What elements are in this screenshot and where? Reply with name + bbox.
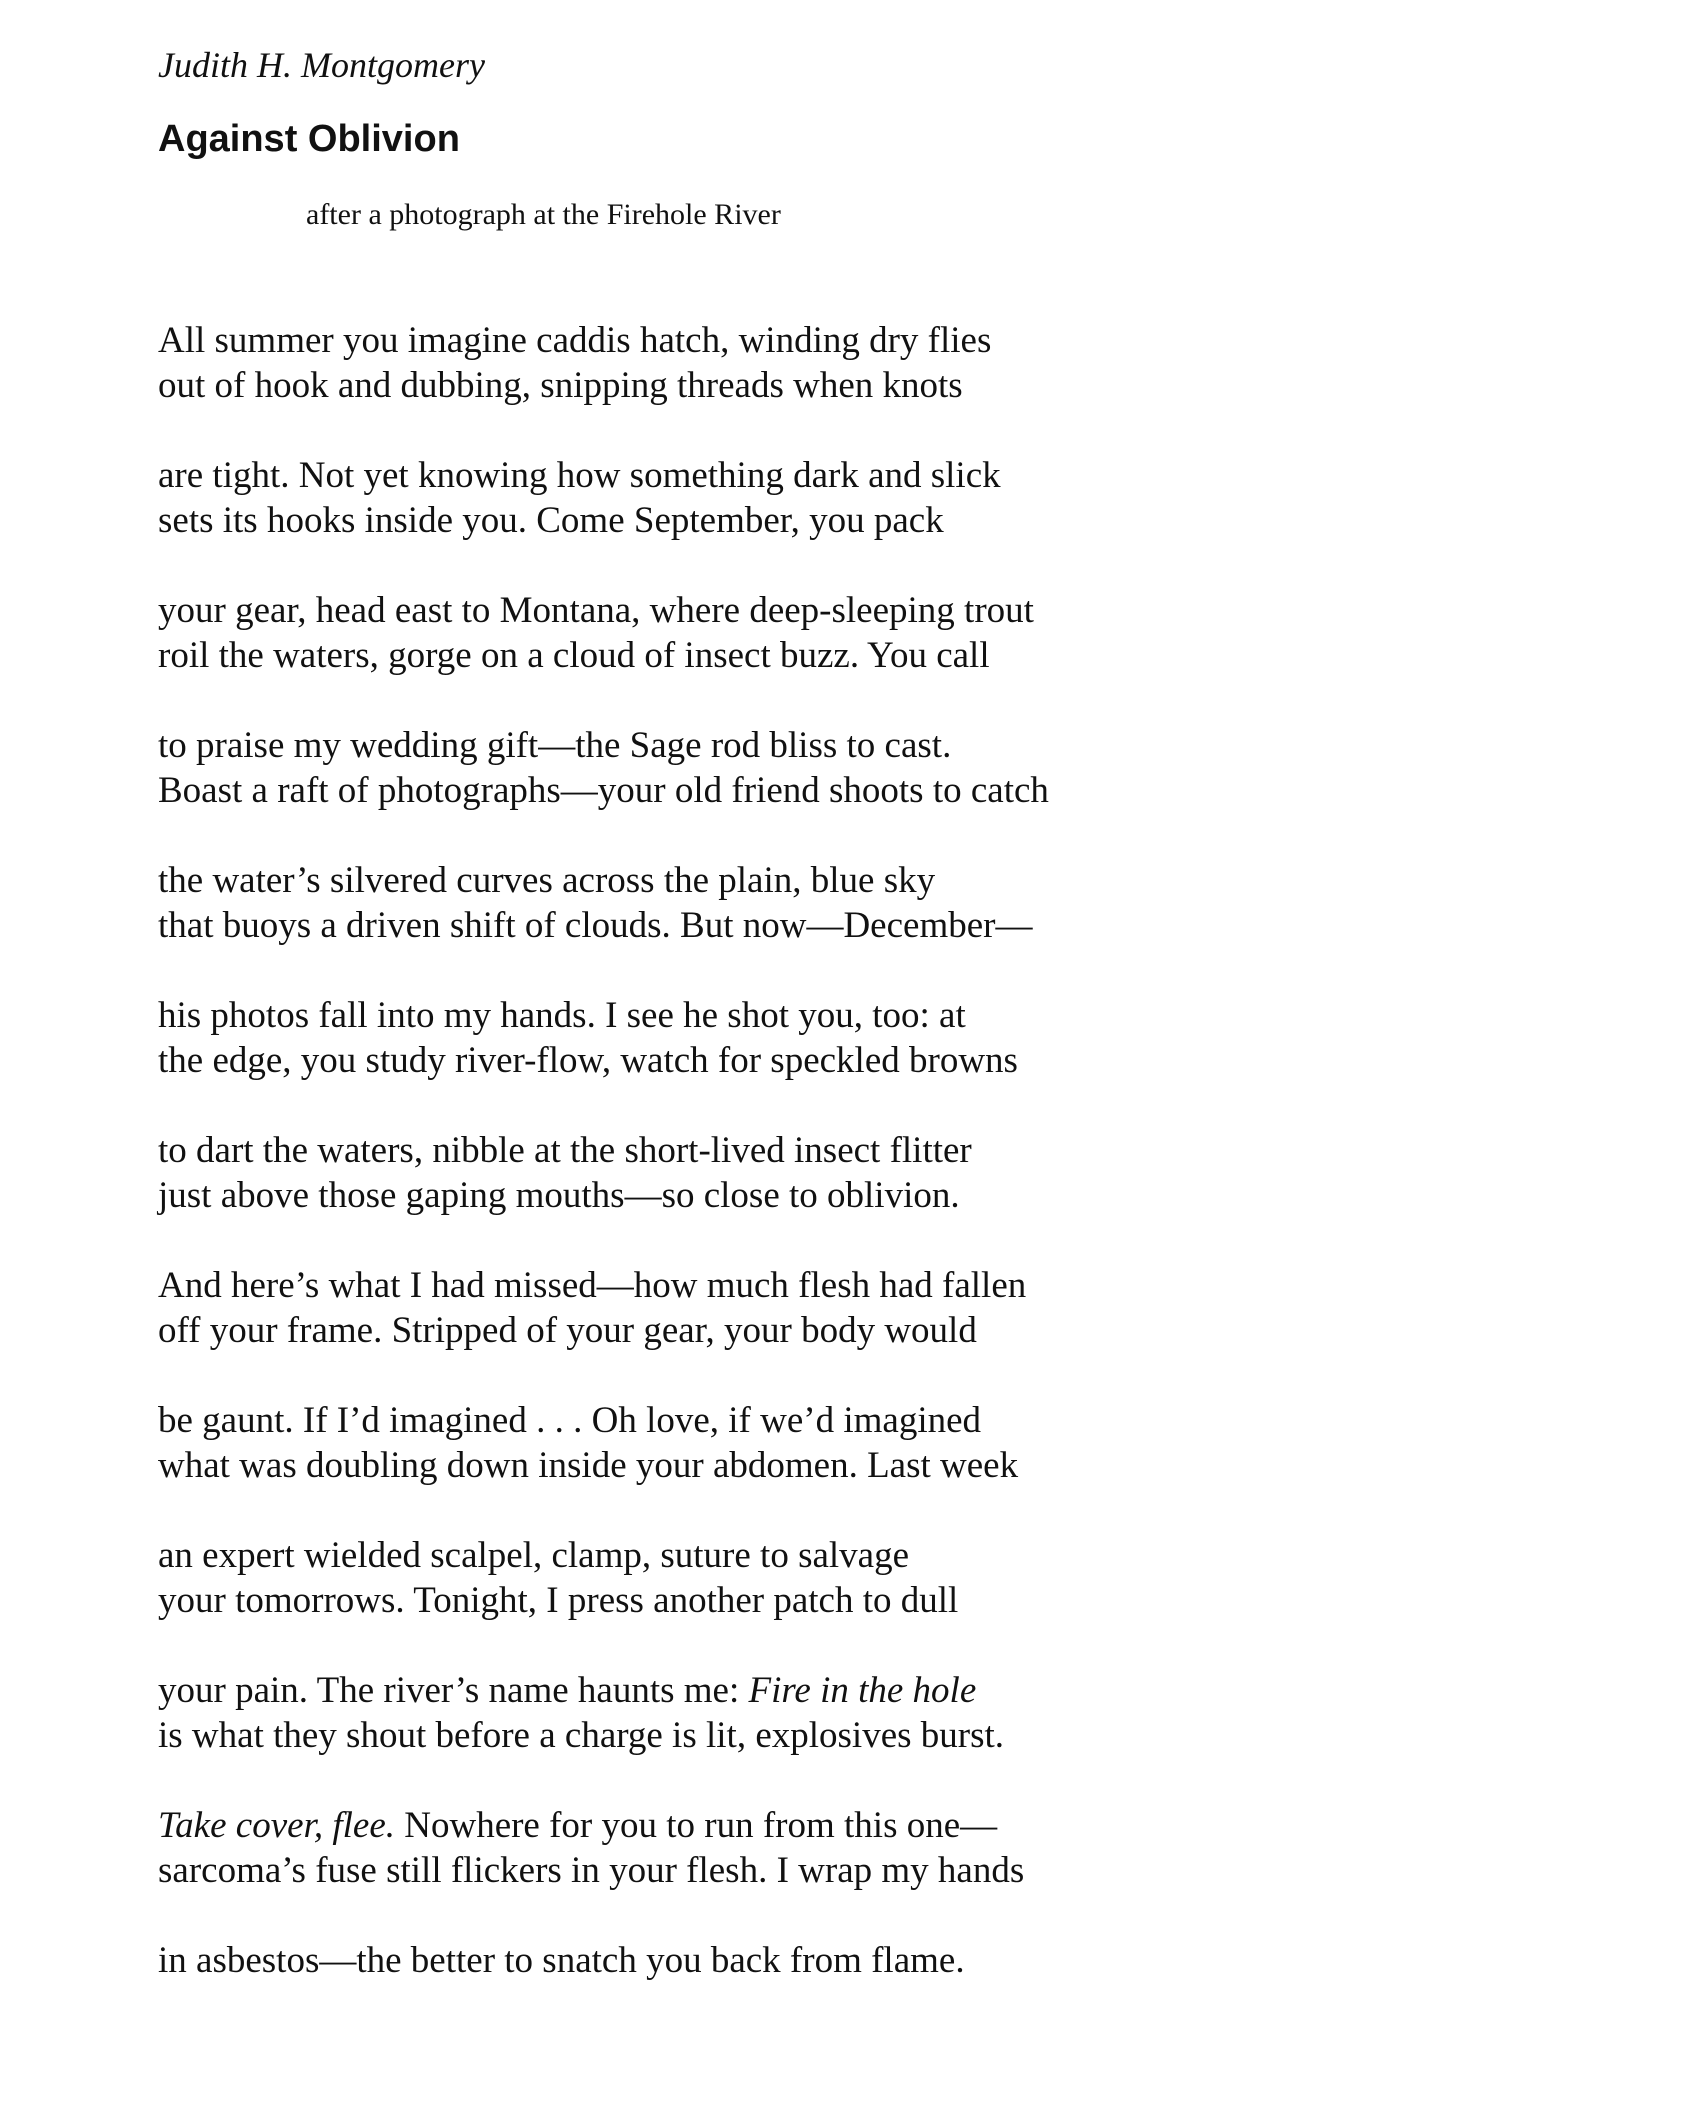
stanza [158,723,1049,813]
poem-line [158,1668,1049,1713]
poem-line: your tomorrows. Tonight, I press another patch to dull [158,1580,959,1621]
poem-line: an expert wielded scalpel, clamp, suture to salvage [158,1535,910,1576]
poem-line: And here’s what I had missed—how much flesh had fallen [158,1265,1027,1306]
stanza [158,1533,1049,1623]
italic-phrase: Fire in the hole [748,1670,977,1711]
poem-line: be gaunt. If I’d imagined . . . Oh love, if we’d imagined [158,1400,982,1441]
poem-line: are tight. Not yet knowing how something dark and slick [158,455,1001,496]
poem-line [158,1803,1049,1848]
stanza [158,1803,1049,1893]
stanza [158,1938,1049,1983]
poem-line: out of hook and dubbing, snipping threads when knots [158,365,963,406]
poem-line: All summer you imagine caddis hatch, winding dry flies [158,320,992,361]
stanza [158,1263,1049,1353]
stanza [158,588,1049,678]
poem-line: Boast a raft of photographs—your old friend shoots to catch [158,770,1049,811]
poem-line: your gear, head east to Montana, where deep-sleeping trout [158,590,1034,631]
stanza [158,453,1049,543]
poem-line: sarcoma’s fuse still flickers in your flesh. I wrap my hands [158,1850,1025,1891]
poem-line: is what they shout before a charge is lit, explosives burst. [158,1715,1005,1756]
stanza [158,1128,1049,1218]
poem-line: sets its hooks inside you. Come September, you pack [158,500,944,541]
poem-line: what was doubling down inside your abdomen. Last week [158,1445,1019,1486]
stanza [158,318,1049,408]
poem-line: roil the waters, gorge on a cloud of insect buzz. You call [158,635,990,676]
poem-body [158,318,1049,2028]
poem-line: the water’s silvered curves across the plain, blue sky [158,860,936,901]
stanza [158,1668,1049,1758]
poem-line: that buoys a driven shift of clouds. But now—December— [158,905,1033,946]
poem-title: Against Oblivion [158,118,460,160]
author-name: Judith H. Montgomery [158,45,485,85]
poem-line: to dart the waters, nibble at the short-lived insect flitter [158,1130,972,1171]
poem-line: his photos fall into my hands. I see he shot you, too: at [158,995,966,1036]
stanza [158,858,1049,948]
poem-line: the edge, you study river-flow, watch for speckled browns [158,1040,1018,1081]
poem-line: in asbestos—the better to snatch you back from flame. [158,1940,965,1981]
stanza [158,993,1049,1083]
italic-phrase: Take cover, flee. [158,1805,395,1846]
line-text: Nowhere for you to run from this one— [395,1805,998,1846]
poem-line: to praise my wedding gift—the Sage rod bliss to cast. [158,725,952,766]
poem-line: off your frame. Stripped of your gear, your body would [158,1310,977,1351]
stanza [158,1398,1049,1488]
line-text: your pain. The river’s name haunts me: [158,1670,749,1711]
poem-line: just above those gaping mouths—so close to oblivion. [158,1175,960,1216]
epigraph: after a photograph at the Firehole River [306,198,781,231]
